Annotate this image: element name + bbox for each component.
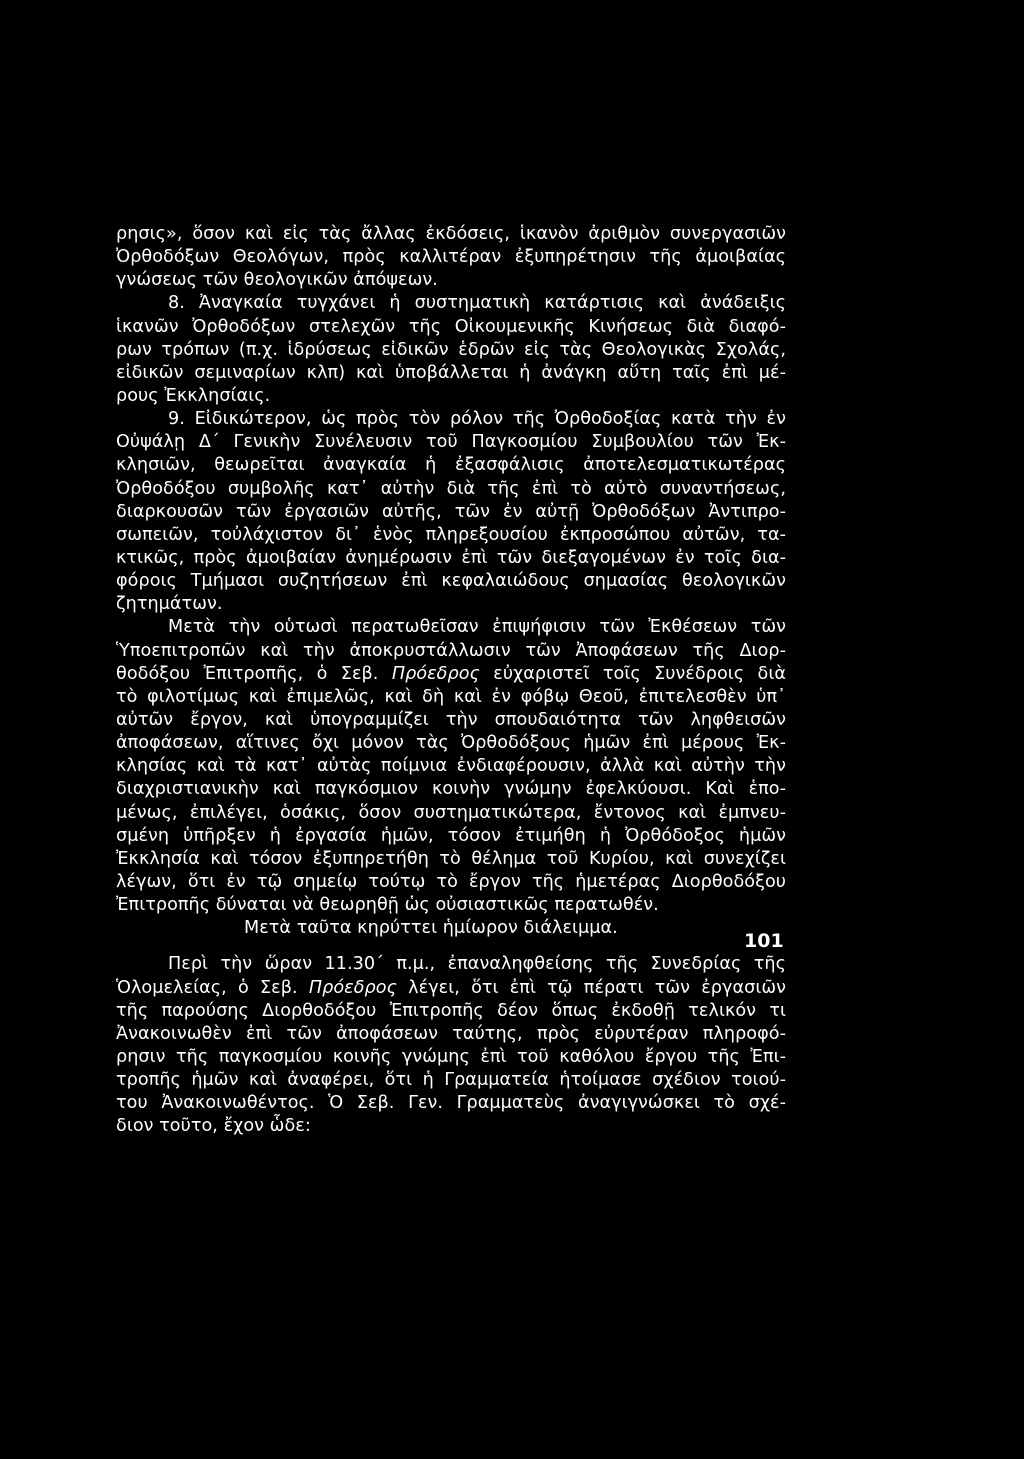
text-line: ρησις», ὅσον καὶ εἰς τὰς ἄλλας ἐκδόσεις, ἱκανὸν ἀριθμὸν συνεργασιῶν — [116, 224, 786, 244]
text-line: Ὑποεπιτροπῶν καὶ τὴν ἀποκρυστάλλωσιν τῶν Ἀποφάσεων τῆς Διορ- — [116, 640, 786, 661]
text-line: τροπῆς ἡμῶν καὶ ἀναφέρει, ὅτι ἡ Γραμματεία ἡτοίμασε σχέδιον τοιού- — [116, 1070, 786, 1091]
text-line: διον τοῦτο, ἔχον ὧδε: — [116, 1116, 311, 1137]
text-line: διαρκουσῶν τῶν ἐργασιῶν αὐτῆς, τῶν ἐν αὐτῇ Ὀρθοδόξων Ἀντιπρο- — [116, 501, 786, 522]
text-line: Ἐκκλησία καὶ τόσον ἐξυπηρετήθη τὸ θέλημα τοῦ Κυρίου, καὶ συνεχίζει — [116, 848, 786, 869]
text-line: ρους Ἐκκλησίαις. — [116, 385, 271, 406]
text-line: Ὁλομελείας, ὁ Σεβ. Πρόεδρος λέγει, ὅτι ἐπὶ τῷ πέρατι τῶν ἐργασιῶν — [116, 977, 787, 998]
text-line: κλησιῶν, θεωρεῖται ἀναγκαία ἡ ἐξασφάλισις ἀποτελεσματικωτέρας — [116, 455, 786, 476]
text-line: τὸ φιλοτίμως καὶ ἐπιμελῶς, καὶ δὴ καὶ ἐν φόβῳ Θεοῦ, ἐπιτελεσθὲν ὑπ᾽ — [116, 686, 786, 707]
text-line: σωπειῶν, τοὐλάχιστον δι᾽ ἑνὸς πληρεξουσίου ἐκπροσώπου αὐτῶν, τα- — [116, 524, 786, 545]
text-line: ἀποφάσεων, αἵτινες ὄχι μόνον τὰς Ὀρθοδόξους ἡμῶν ἐπὶ μέρους Ἐκ- — [116, 733, 786, 754]
body-text — [116, 223, 786, 1138]
text-line: Οὐψάλῃ Δ΄ Γενικὴν Συνέλευσιν τοῦ Παγκοσμίου Συμβουλίου τῶν Ἐκ- — [116, 432, 786, 453]
text-line: κτικῶς, πρὸς ἀμοιβαίαν ἀνημέρωσιν ἐπὶ τῶν διεξαγομένων ἐν τοῖς δια- — [116, 547, 786, 568]
text-line: φόροις Τμήμασι συζητήσεων ἐπὶ κεφαλαιώδους σημασίας θεολογικῶν — [116, 571, 786, 592]
text-line: αὐτῶν ἔργον, καὶ ὑπογραμμίζει τὴν σπουδαιότητα τῶν ληφθεισῶν — [116, 709, 786, 730]
page-number: 101 — [744, 930, 784, 952]
text-line: Ἀνακοινωθὲν ἐπὶ τῶν ἀποφάσεων ταύτης, πρὸς εὐρυτέραν πληροφό- — [116, 1023, 786, 1044]
text-line: τῆς παρούσης Διορθοδόξου Ἐπιτροπῆς δέον ὅπως ἐκδοθῇ τελικόν τι — [116, 1000, 786, 1021]
text-line: μένως, ἐπιλέγει, ὁσάκις, ὅσον συστηματικώτερα, ἔντονος καὶ ἐμπνευ- — [116, 802, 786, 823]
text-line: Ὀρθοδόξων Θεολόγων, πρὸς καλλιτέραν ἐξυπηρέτησιν τῆς ἀμοιβαίας — [116, 247, 786, 268]
text-line: Μετὰ ταῦτα κηρύττει ἡμίωρον διάλειμμα. — [244, 918, 618, 939]
text-line: λέγων, ὅτι ἐν τῷ σημείῳ τούτῳ τὸ ἔργον τῆς ἡμετέρας Διορθοδόξου — [116, 871, 786, 892]
text-line: ζητημάτων. — [116, 594, 223, 615]
paragraph-gap — [116, 940, 786, 953]
text-line: Ἐπιτροπῆς δύναται νὰ θεωρηθῇ ὡς οὐσιαστικῶς περατωθέν. — [116, 895, 659, 916]
text-line: Περὶ τὴν ὥραν 11.30΄ π.μ., ἐπαναληφθείσης τῆς Συνεδρίας τῆς — [168, 954, 786, 975]
text-line: θοδόξου Ἐπιτροπῆς, ὁ Σεβ. Πρόεδρος εὐχαριστεῖ τοῖς Συνέδροις διὰ — [116, 663, 786, 684]
text-line: σμένη ὑπῆρξεν ἡ ἐργασία ἡμῶν, τόσον ἐτιμήθη ἡ Ὀρθόδοξος ἡμῶν — [116, 825, 786, 846]
text-line: 9. Εἰδικώτερον, ὡς πρὸς τὸν ρόλον τῆς Ὀρθοδοξίας κατὰ τὴν ἐν — [168, 409, 786, 430]
text-line: ρησιν τῆς παγκοσμίου κοινῆς γνώμης ἐπὶ τοῦ καθόλου ἔργου τῆς Ἐπι- — [116, 1046, 786, 1067]
text-line: 8. Ἀναγκαία τυγχάνει ἡ συστηματικὴ κατάρτισις καὶ ἀνάδειξις — [168, 293, 786, 314]
text-line: Μετὰ τὴν οὑτωσὶ περατωθεῖσαν ἐπιψήφισιν τῶν Ἐκθέσεων τῶν — [168, 617, 786, 638]
text-line: κλησίας καὶ τὰ κατ᾽ αὐτὰς ποίμνια ἐνδιαφέρουσιν, ἀλλὰ καὶ αὐτὴν τὴν — [116, 756, 786, 777]
text-line: Ὀρθοδόξου συμβολῆς κατ᾽ αὐτὴν διὰ τῆς ἐπὶ τὸ αὐτὸ συναντήσεως, — [116, 478, 786, 499]
text-line: ἱκανῶν Ὀρθοδόξων στελεχῶν τῆς Οἰκουμενικῆς Κινήσεως διὰ διαφό- — [116, 316, 786, 337]
text-line: εἰδικῶν σεμιναρίων κλπ) καὶ ὑποβάλλεται ἡ ἀνάγκη αὕτη ταῖς ἐπὶ μέ- — [116, 362, 786, 383]
text-line: του Ἀνακοινωθέντος. Ὁ Σεβ. Γεν. Γραμματεὺς ἀναγιγνώσκει τὸ σχέ- — [116, 1093, 786, 1114]
text-line: διαχριστιανικὴν καὶ παγκόσμιον κοινὴν γνώμην ἐφελκύουσι. Καὶ ἑπο- — [116, 779, 786, 800]
text-line: γνώσεως τῶν θεολογικῶν ἀπόψεων. — [116, 270, 438, 291]
text-line: ρων τρόπων (π.χ. ἱδρύσεως εἰδικῶν ἑδρῶν εἰς τὰς Θεολογικὰς Σχολάς, — [116, 339, 786, 360]
